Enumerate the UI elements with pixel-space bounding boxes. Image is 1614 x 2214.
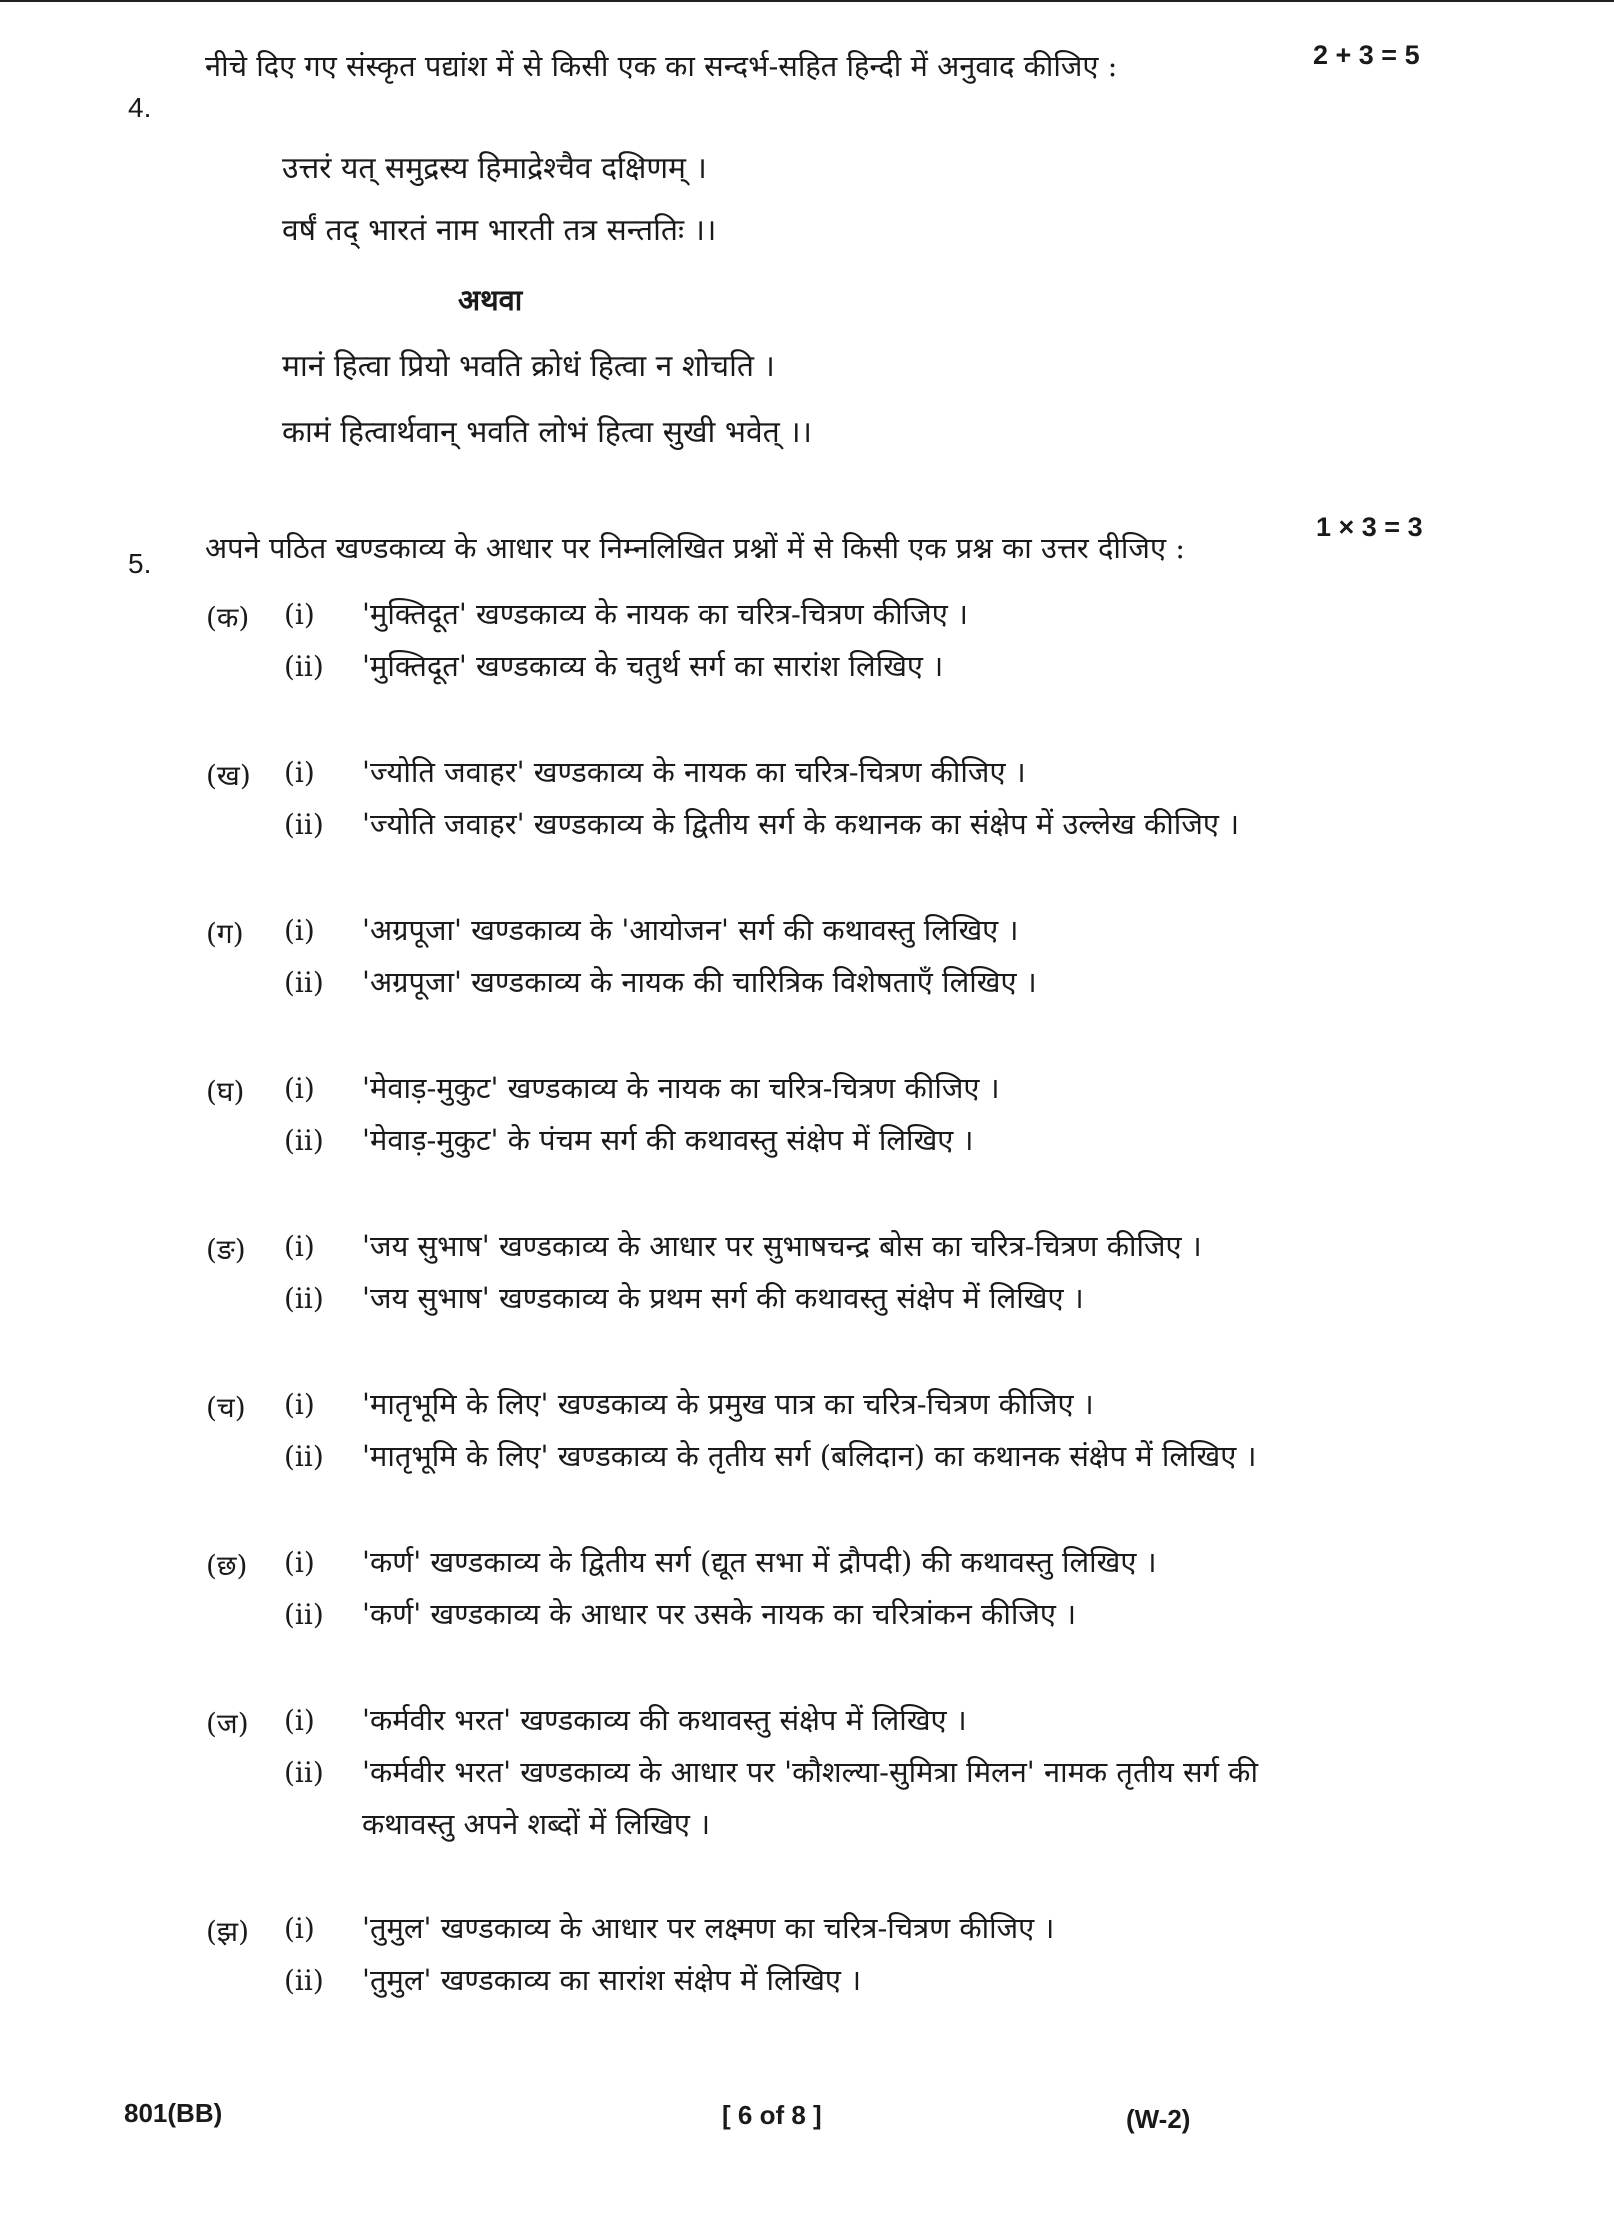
q4-verse1-line2: वर्षं तद् भारतं नाम भारती तत्र सन्ततिः ।। <box>282 213 717 248</box>
option-label: (ज) <box>206 1707 249 1740</box>
option-question: 'अग्रपूजा' खण्डकाव्य के 'आयोजन' सर्ग की कथावस्तु लिखिए । <box>362 913 1019 947</box>
option-label: (ग) <box>206 917 244 950</box>
sub-label: (i) <box>284 598 315 631</box>
option-question-continued: कथावस्तु अपने शब्दों में लिखिए । <box>362 1807 711 1841</box>
option-question: 'कर्ण' खण्डकाव्य के आधार पर उसके नायक का चरित्रांकन कीजिए । <box>362 1597 1077 1631</box>
option-question: 'कर्मवीर भरत' खण्डकाव्य की कथावस्तु संक्षेप में लिखिए । <box>362 1703 967 1737</box>
sub-label: (i) <box>284 1546 315 1579</box>
sub-label: (ii) <box>284 1440 324 1473</box>
paper-code: 801(BB) <box>124 2098 223 2128</box>
option-question: 'मुक्तिदूत' खण्डकाव्य के नायक का चरित्र-चित्रण कीजिए । <box>362 597 968 631</box>
q5-marks: 1 × 3 = 3 <box>1316 512 1423 542</box>
option-question: 'कर्मवीर भरत' खण्डकाव्य के आधार पर 'कौशल्या-सुमित्रा मिलन' नामक तृतीय सर्ग की <box>362 1755 1258 1789</box>
option-question: 'जय सुभाष' खण्डकाव्य के प्रथम सर्ग की कथावस्तु संक्षेप में लिखिए । <box>362 1281 1084 1315</box>
option-question: 'अग्रपूजा' खण्डकाव्य के नायक की चारित्रिक विशेषताएँ लिखिए । <box>362 965 1037 999</box>
option-label: (छ) <box>206 1549 248 1582</box>
option-question: 'मातृभूमि के लिए' खण्डकाव्य के प्रमुख पात्र का चरित्र-चित्रण कीजिए । <box>362 1387 1094 1421</box>
sub-label: (i) <box>284 756 315 789</box>
option-label: (ख) <box>206 759 251 792</box>
sub-label: (ii) <box>284 1964 324 1997</box>
paper-set: (W-2) <box>1126 2104 1191 2134</box>
option-label: (च) <box>206 1391 246 1424</box>
sub-label: (ii) <box>284 966 324 999</box>
q4-verse1-line1: उत्तरं यत् समुद्रस्य हिमाद्रेश्चैव दक्षिणम् । <box>282 151 707 186</box>
q4-number: 4. <box>128 92 152 123</box>
option-question: 'तुमुल' खण्डकाव्य का सारांश संक्षेप में लिखिए । <box>362 1963 862 1997</box>
option-question: 'मेवाड़-मुकुट' खण्डकाव्य के नायक का चरित्र-चित्रण कीजिए । <box>362 1071 1000 1105</box>
q5-number: 5. <box>128 548 152 579</box>
top-rule <box>0 0 1614 2</box>
option-question: 'मेवाड़-मुकुट' के पंचम सर्ग की कथावस्तु संक्षेप में लिखिए । <box>362 1123 974 1157</box>
sub-label: (ii) <box>284 650 324 683</box>
option-label: (ङ) <box>206 1233 246 1266</box>
q4-prompt: नीचे दिए गए संस्कृत पद्यांश में से किसी एक का सन्दर्भ-सहित हिन्दी में अनुवाद कीजिए : <box>205 49 1118 83</box>
option-question: 'ज्योति जवाहर' खण्डकाव्य के नायक का चरित्र-चित्रण कीजिए । <box>362 755 1026 789</box>
sub-label: (ii) <box>284 1124 324 1157</box>
sub-label: (ii) <box>284 808 324 841</box>
sub-label: (i) <box>284 1912 315 1945</box>
sub-label: (ii) <box>284 1756 324 1789</box>
sub-label: (ii) <box>284 1598 324 1631</box>
option-question: 'ज्योति जवाहर' खण्डकाव्य के द्वितीय सर्ग के कथानक का संक्षेप में उल्लेख कीजिए । <box>362 807 1240 841</box>
option-label: (क) <box>206 601 250 634</box>
q4-marks: 2 + 3 = 5 <box>1313 40 1420 70</box>
q4-verse2-line2: कामं हित्वार्थवान् भवति लोभं हित्वा सुखी भवेत् ।। <box>282 415 813 450</box>
sub-label: (i) <box>284 1072 315 1105</box>
sub-label: (ii) <box>284 1282 324 1315</box>
sub-label: (i) <box>284 914 315 947</box>
option-label: (घ) <box>206 1075 245 1108</box>
sub-label: (i) <box>284 1388 315 1421</box>
option-question: 'तुमुल' खण्डकाव्य के आधार पर लक्ष्मण का चरित्र-चित्रण कीजिए । <box>362 1911 1055 1945</box>
option-question: 'जय सुभाष' खण्डकाव्य के आधार पर सुभाषचन्द्र बोस का चरित्र-चित्रण कीजिए । <box>362 1229 1202 1263</box>
q4-verse2-line1: मानं हित्वा प्रियो भवति क्रोधं हित्वा न शोचति । <box>282 349 775 384</box>
page-number: [ 6 of 8 ] <box>722 2100 822 2130</box>
option-question: 'मुक्तिदूत' खण्डकाव्य के चतुर्थ सर्ग का सारांश लिखिए । <box>362 649 944 683</box>
option-label: (झ) <box>206 1915 250 1948</box>
option-question: 'कर्ण' खण्डकाव्य के द्वितीय सर्ग (द्यूत सभा में द्रौपदी) की कथावस्तु लिखिए । <box>362 1545 1157 1579</box>
sub-label: (i) <box>284 1230 315 1263</box>
q5-prompt: अपने पठित खण्डकाव्य के आधार पर निम्नलिखित प्रश्नों में से किसी एक प्रश्न का उत्तर दीजिए : <box>205 531 1185 565</box>
sub-label: (i) <box>284 1704 315 1737</box>
option-question: 'मातृभूमि के लिए' खण्डकाव्य के तृतीय सर्ग (बलिदान) का कथानक संक्षेप में लिखिए । <box>362 1439 1257 1473</box>
q4-or-label: अथवा <box>458 283 523 317</box>
